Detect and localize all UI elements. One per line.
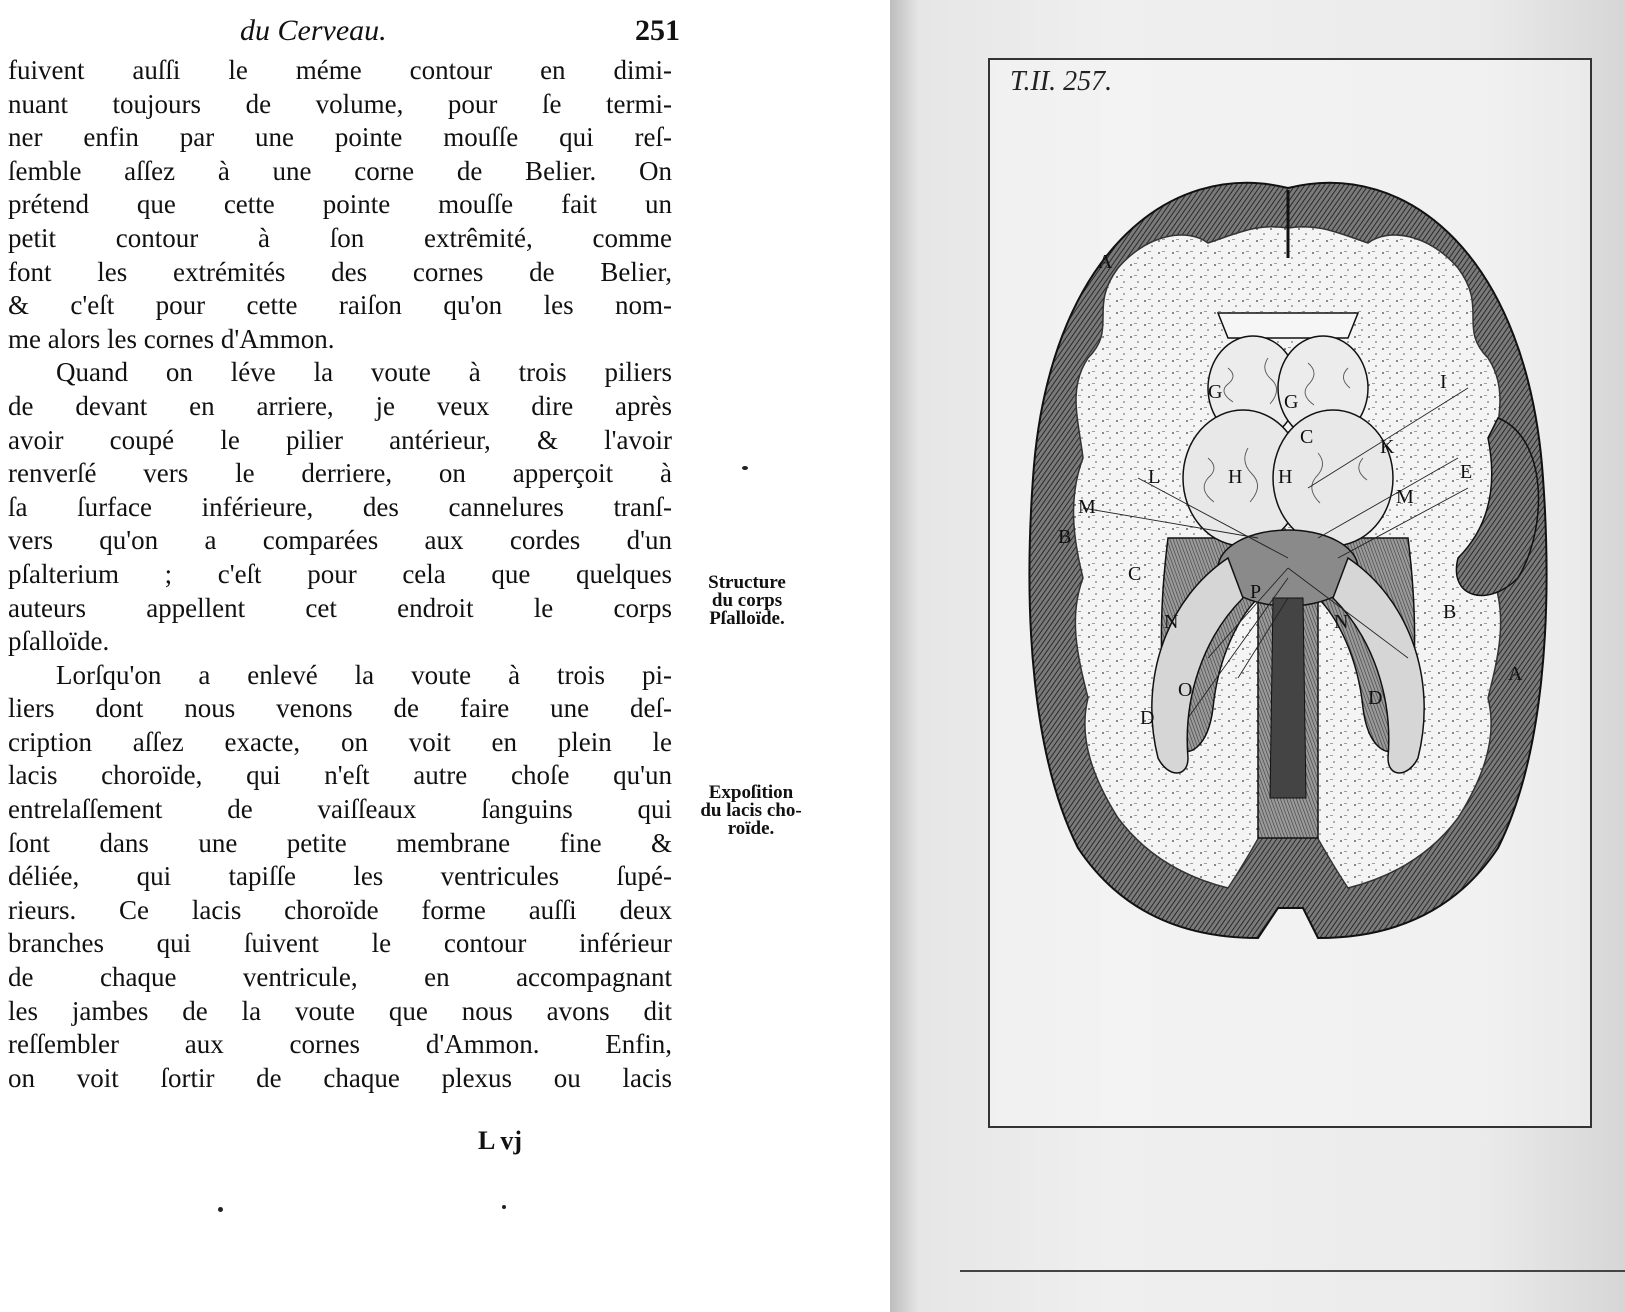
- label-c-right: C: [1300, 426, 1314, 448]
- label-b-left: B: [1058, 526, 1072, 548]
- text-line: de devant en arriere, je veux dire après: [8, 390, 672, 421]
- text-line: rieurs. Ce lacis choroïde forme auſſi deux: [8, 894, 672, 925]
- label-p: P: [1250, 581, 1262, 603]
- margin-note-lacis: [676, 784, 826, 838]
- signature-mark: L vj: [478, 1126, 523, 1155]
- text-line: vers qu'on a comparées aux cordes d'un: [8, 525, 672, 556]
- text-line: ner enfin par une pointe mouſſe qui reſ-: [8, 122, 672, 153]
- text-line: Lorſqu'on a enlevé la voute à trois pi-: [56, 659, 672, 690]
- text-line: on voit ſortir de chaque plexus ou lacis: [8, 1062, 672, 1093]
- text-line: pſalloïde.: [8, 626, 110, 657]
- text-line: auteurs appellent cet endroit le corps: [8, 592, 672, 623]
- paragraph-2: [8, 356, 672, 658]
- label-g-left: G: [1208, 381, 1223, 403]
- label-d-left: D: [1140, 707, 1155, 729]
- speck: [502, 1205, 506, 1209]
- margin-note-line: Expoſition: [708, 782, 794, 803]
- label-h-right: H: [1278, 466, 1293, 488]
- speck: [218, 1207, 223, 1212]
- label-n-left: N: [1164, 611, 1179, 633]
- vermis: [1270, 598, 1306, 798]
- text-line: font les extrémités des cornes de Belier,: [8, 256, 672, 287]
- text-line: petit contour à ſon extrêmité, comme: [8, 222, 672, 253]
- margin-note-psalloide: [672, 574, 822, 628]
- text-line: de chaque ventricule, en accompagnant: [8, 962, 672, 993]
- text-line: pſalterium ; c'eſt pour cela que quelques: [8, 558, 672, 589]
- brain-engraving: [988, 58, 1588, 1124]
- paragraph-3: [8, 659, 672, 1096]
- margin-note-line: roïde.: [727, 818, 775, 839]
- text-line: liers dont nous venons de faire une deſ-: [8, 693, 672, 724]
- label-d-right: D: [1368, 687, 1383, 709]
- margin-note-line: du corps: [711, 590, 783, 611]
- text-line: me alors les cornes d'Ammon.: [8, 323, 335, 354]
- label-l: L: [1148, 466, 1161, 488]
- page-number: 251: [635, 14, 680, 47]
- text-line: fuivent auſſi le méme contour en dimi-: [8, 55, 672, 85]
- text-line: déliée, qui tapiſſe les ventricules ſupé-: [8, 861, 672, 892]
- text-line: reſſembler aux cornes d'Ammon. Enfin,: [8, 1029, 672, 1060]
- plate-label: T.II. 257.: [1010, 66, 1113, 97]
- label-k: K: [1380, 436, 1395, 458]
- text-line: ſa ſurface inférieure, des cannelures tranſ-: [8, 491, 672, 522]
- label-o: O: [1178, 679, 1193, 701]
- label-m-left: M: [1078, 496, 1096, 518]
- running-head: [240, 14, 680, 50]
- margin-note-line: Structure: [708, 572, 786, 593]
- label-c-left: C: [1128, 563, 1142, 585]
- paragraph-1: [8, 54, 672, 356]
- text-line: Quand on léve la voute à trois piliers: [56, 357, 672, 388]
- text-line: & c'eſt pour cette raiſon qu'on les nom-: [8, 290, 672, 321]
- label-h-left: H: [1228, 466, 1243, 488]
- margin-note-line: Pſalloïde.: [709, 608, 785, 629]
- text-line: ſemble aſſez à une corne de Belier. On: [8, 155, 672, 186]
- text-line: cription aſſez exacte, on voit en plein le: [8, 726, 672, 757]
- margin-note-line: du lacis cho-: [700, 800, 802, 821]
- text-line: avoir coupé le pilier antérieur, & l'avoir: [8, 424, 672, 455]
- label-i: I: [1440, 371, 1447, 393]
- text-line: renverſé vers le derriere, on apperçoit à: [8, 458, 672, 489]
- page-edge-line: [960, 1270, 1625, 1272]
- label-e: E: [1460, 461, 1473, 483]
- text-line: les jambes de la voute que nous avons dit: [8, 995, 672, 1026]
- label-m-right: M: [1396, 486, 1414, 508]
- text-line: branches qui ſuivent le contour inférieur: [8, 928, 672, 959]
- text-line: ſont dans une petite membrane fine &: [8, 827, 672, 858]
- label-n-right: N: [1334, 611, 1349, 633]
- label-b-right: B: [1443, 601, 1457, 623]
- label-a-left: A: [1098, 251, 1113, 273]
- text-line: lacis choroïde, qui n'eſt autre choſe qu'un: [8, 760, 672, 791]
- text-line: prétend que cette pointe mouſſe fait un: [8, 189, 672, 220]
- text-line: nuant toujours de volume, pour ſe termi-: [8, 88, 672, 119]
- label-a-right: A: [1508, 663, 1523, 685]
- text-line: entrelaſſement de vaiſſeaux ſanguins qui: [8, 794, 672, 825]
- septum: [1218, 313, 1358, 338]
- speck: [742, 466, 748, 470]
- right-page: [890, 0, 1625, 1312]
- running-head-title: du Cerveau.: [240, 14, 387, 47]
- label-g-right: G: [1284, 391, 1299, 413]
- body-text: [8, 54, 672, 1095]
